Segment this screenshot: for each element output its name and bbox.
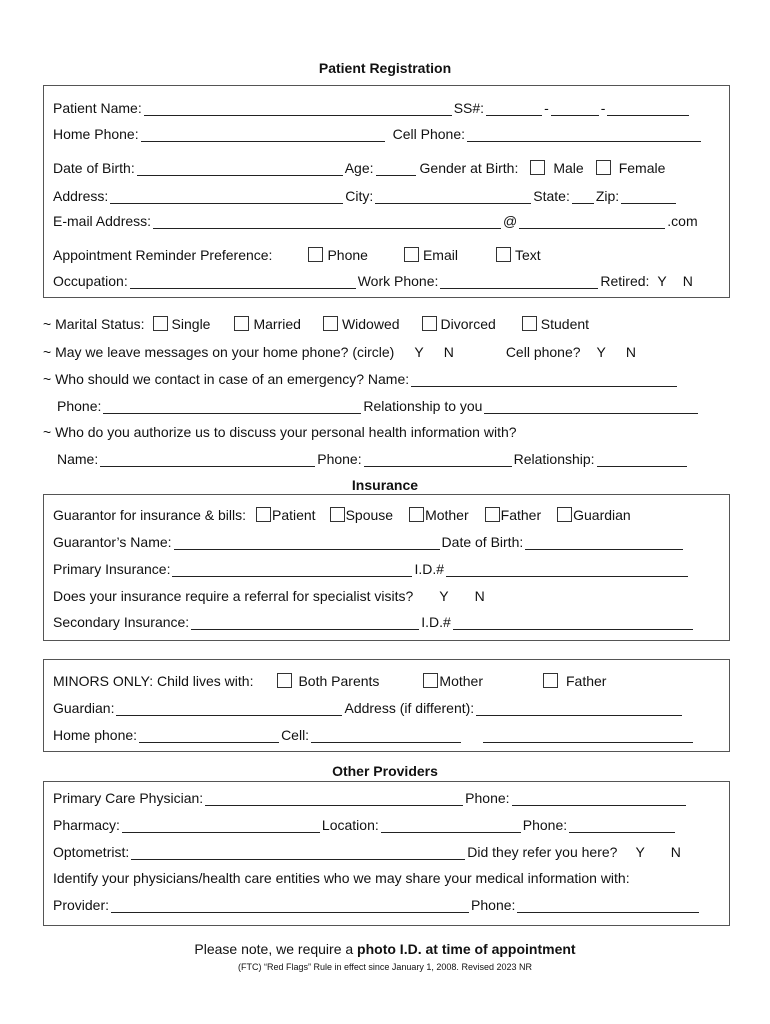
primary-id-label: I.D.# bbox=[414, 561, 445, 577]
footer-note-bold: photo I.D. at time of appointment bbox=[357, 941, 576, 957]
email-user-field[interactable] bbox=[153, 215, 501, 229]
guarantor-row bbox=[53, 507, 631, 523]
pcp-row bbox=[53, 790, 688, 806]
email-com: .com bbox=[667, 213, 698, 229]
reminder-phone-checkbox[interactable] bbox=[308, 247, 323, 262]
work-phone-field[interactable] bbox=[440, 275, 598, 289]
primary-id-field[interactable] bbox=[446, 563, 688, 577]
pharmacy-row bbox=[53, 817, 677, 833]
providers-title: Other Providers bbox=[332, 763, 438, 779]
messages-cell-n[interactable]: N bbox=[625, 344, 637, 360]
minors-address-field[interactable] bbox=[476, 702, 682, 716]
city-label: City: bbox=[345, 188, 374, 204]
guarantor-dob-label: Date of Birth: bbox=[441, 534, 524, 550]
minors-guardian-label: Guardian: bbox=[53, 700, 115, 716]
referral-y[interactable]: Y bbox=[439, 588, 449, 604]
retired-y[interactable]: Y bbox=[657, 273, 667, 289]
minors-mother-checkbox[interactable] bbox=[423, 673, 438, 688]
primary-insurance-label: Primary Insurance: bbox=[53, 561, 171, 577]
pharmacy-phone-field[interactable] bbox=[569, 819, 675, 833]
email-row bbox=[53, 213, 698, 229]
pharmacy-phone-label: Phone: bbox=[522, 817, 568, 833]
student-label: Student bbox=[540, 316, 590, 332]
female-checkbox[interactable] bbox=[596, 160, 611, 175]
both-parents-checkbox[interactable] bbox=[277, 673, 292, 688]
minors-home-phone-label: Home phone: bbox=[53, 727, 138, 743]
married-label: Married bbox=[253, 316, 301, 332]
home-phone-field[interactable] bbox=[141, 128, 385, 142]
referral-row bbox=[53, 588, 485, 604]
emergency-phone-field[interactable] bbox=[103, 400, 361, 414]
male-label: Male bbox=[553, 160, 584, 176]
guarantor-father-checkbox[interactable] bbox=[485, 507, 500, 522]
identify-label: Identify your physicians/health care entities who we may share your medical information with: bbox=[53, 870, 630, 886]
dob-label: Date of Birth: bbox=[53, 160, 135, 176]
divorced-label: Divorced bbox=[440, 316, 496, 332]
pharmacy-location-field[interactable] bbox=[381, 819, 521, 833]
minors-father-checkbox[interactable] bbox=[543, 673, 558, 688]
marital-row bbox=[43, 316, 589, 332]
both-parents-label: Both Parents bbox=[298, 673, 380, 689]
page-title: Patient Registration bbox=[318, 60, 452, 76]
age-field[interactable] bbox=[376, 162, 416, 176]
city-field[interactable] bbox=[375, 190, 531, 204]
cell-phone-label: Cell Phone: bbox=[392, 126, 465, 142]
gender-label: Gender at Birth: bbox=[419, 160, 519, 176]
guarantor-mother-checkbox[interactable] bbox=[409, 507, 424, 522]
guarantor-label: Guarantor for insurance & bills: bbox=[53, 507, 246, 523]
minors-label: MINORS ONLY: Child lives with: bbox=[53, 673, 254, 689]
pcp-label: Primary Care Physician: bbox=[53, 790, 204, 806]
guarantor-guardian-checkbox[interactable] bbox=[557, 507, 572, 522]
provider-label: Provider: bbox=[53, 897, 110, 913]
pcp-field[interactable] bbox=[205, 792, 463, 806]
address-field[interactable] bbox=[110, 190, 343, 204]
ss-field-3[interactable] bbox=[607, 102, 689, 116]
reminder-phone-label: Phone bbox=[327, 247, 368, 263]
ss-label: SS#: bbox=[453, 100, 485, 116]
divorced-checkbox[interactable] bbox=[422, 316, 437, 331]
minors-row bbox=[53, 673, 606, 689]
authorize-row bbox=[43, 424, 517, 440]
reminder-text-label: Text bbox=[514, 247, 541, 263]
dob-field[interactable] bbox=[137, 162, 343, 176]
footer-rule-text: (FTC) “Red Flags” Rule in effect since January 1, 2008. bbox=[238, 962, 459, 972]
minors-extra-field[interactable] bbox=[483, 729, 693, 743]
authorize-name-label: Name: bbox=[57, 451, 99, 467]
secondary-id-field[interactable] bbox=[453, 616, 693, 630]
emergency-relationship-field[interactable] bbox=[484, 400, 698, 414]
referral-n[interactable]: N bbox=[474, 588, 485, 604]
minors-guardian-row bbox=[53, 700, 684, 716]
identify-row bbox=[53, 870, 630, 886]
minors-cell-field[interactable] bbox=[311, 729, 461, 743]
widowed-checkbox[interactable] bbox=[323, 316, 338, 331]
occupation-row bbox=[53, 273, 693, 289]
guarantor-patient-label: Patient bbox=[271, 507, 316, 523]
footer-revised: Revised 2023 NR bbox=[461, 962, 532, 972]
messages-home-n[interactable]: N bbox=[443, 344, 454, 360]
patient-name-label: Patient Name: bbox=[53, 100, 142, 116]
provider-row bbox=[53, 897, 701, 913]
pharmacy-label: Pharmacy: bbox=[53, 817, 120, 833]
secondary-insurance-field[interactable] bbox=[191, 616, 419, 630]
guarantor-name-row bbox=[53, 534, 685, 550]
minors-address-label: Address (if different): bbox=[344, 700, 475, 716]
zip-field[interactable] bbox=[621, 190, 676, 204]
guarantor-spouse-checkbox[interactable] bbox=[330, 507, 345, 522]
emergency-label: ~ Who should we contact in case of an emergency? Name: bbox=[43, 371, 410, 387]
married-checkbox[interactable] bbox=[234, 316, 249, 331]
footer-note-text: Please note, we require a bbox=[194, 941, 358, 957]
authorize-fields-row bbox=[57, 451, 689, 467]
ss-field-2[interactable] bbox=[551, 102, 599, 116]
minors-father-label: Father bbox=[565, 673, 607, 689]
optometrist-refer-n[interactable]: N bbox=[670, 844, 681, 860]
single-label: Single bbox=[171, 316, 211, 332]
ss-dash-1: - bbox=[544, 100, 549, 116]
optometrist-refer-label: Did they refer you here? bbox=[467, 844, 618, 860]
optometrist-refer-y[interactable]: Y bbox=[635, 844, 645, 860]
referral-label: Does your insurance require a referral for specialist visits? bbox=[53, 588, 414, 604]
reminder-label: Appointment Reminder Preference: bbox=[53, 247, 273, 263]
guarantor-name-label: Guarantor’s Name: bbox=[53, 534, 172, 550]
emergency-phone-label: Phone: bbox=[57, 398, 102, 414]
reminder-row bbox=[53, 247, 541, 263]
retired-label: Retired: bbox=[600, 273, 650, 289]
age-label: Age: bbox=[344, 160, 374, 176]
home-phone-label: Home Phone: bbox=[53, 126, 139, 142]
guarantor-father-label: Father bbox=[500, 507, 542, 523]
pcp-phone-field[interactable] bbox=[512, 792, 686, 806]
state-label: State: bbox=[533, 188, 570, 204]
guarantor-dob-field[interactable] bbox=[525, 536, 683, 550]
optometrist-field[interactable] bbox=[131, 846, 465, 860]
address-label: Address: bbox=[53, 188, 109, 204]
provider-field[interactable] bbox=[111, 899, 469, 913]
guarantor-mother-label: Mother bbox=[425, 507, 469, 523]
emergency-name-field[interactable] bbox=[411, 373, 677, 387]
messages-cell-y[interactable]: Y bbox=[596, 344, 606, 360]
authorize-relationship-field[interactable] bbox=[597, 453, 687, 467]
patient-name-field[interactable] bbox=[144, 102, 452, 116]
provider-phone-label: Phone: bbox=[471, 897, 516, 913]
ss-dash-2: - bbox=[600, 100, 606, 116]
primary-insurance-row bbox=[53, 561, 690, 577]
emergency-row bbox=[43, 371, 679, 387]
emergency-relationship-label: Relationship to you bbox=[363, 398, 483, 414]
male-checkbox[interactable] bbox=[530, 160, 545, 175]
guarantor-name-field[interactable] bbox=[174, 536, 440, 550]
retired-n[interactable]: N bbox=[682, 273, 693, 289]
email-domain-field[interactable] bbox=[519, 215, 665, 229]
reminder-text-checkbox[interactable] bbox=[496, 247, 511, 262]
student-checkbox[interactable] bbox=[522, 316, 537, 331]
messages-label: ~ May we leave messages on your home phone? (circle) bbox=[43, 344, 395, 360]
female-label: Female bbox=[618, 160, 666, 176]
email-label: E-mail Address: bbox=[53, 213, 152, 229]
state-field[interactable] bbox=[572, 190, 594, 204]
minors-cell-label: Cell: bbox=[281, 727, 310, 743]
marital-label: ~ Marital Status: bbox=[43, 316, 145, 332]
reminder-email-checkbox[interactable] bbox=[404, 247, 419, 262]
insurance-title: Insurance bbox=[351, 477, 419, 493]
messages-row bbox=[43, 344, 636, 360]
minors-mother-label: Mother bbox=[439, 673, 483, 689]
authorize-relationship-label: Relationship: bbox=[513, 451, 595, 467]
pcp-phone-label: Phone: bbox=[465, 790, 510, 806]
footer-note bbox=[0, 941, 770, 957]
address-row bbox=[53, 188, 678, 204]
ss-field-1[interactable] bbox=[486, 102, 542, 116]
occupation-field[interactable] bbox=[130, 275, 356, 289]
single-checkbox[interactable] bbox=[153, 316, 168, 331]
dob-row bbox=[53, 160, 665, 176]
pharmacy-field[interactable] bbox=[122, 819, 320, 833]
patient-name-row bbox=[53, 100, 691, 116]
optometrist-label: Optometrist: bbox=[53, 844, 130, 860]
authorize-name-field[interactable] bbox=[100, 453, 315, 467]
optometrist-row bbox=[53, 844, 681, 860]
secondary-id-label: I.D.# bbox=[421, 614, 451, 630]
primary-insurance-field[interactable] bbox=[172, 563, 412, 577]
guarantor-guardian-label: Guardian bbox=[573, 507, 631, 523]
guarantor-patient-checkbox[interactable] bbox=[256, 507, 271, 522]
minors-guardian-field[interactable] bbox=[116, 702, 342, 716]
zip-label: Zip: bbox=[595, 188, 620, 204]
emergency-phone-row bbox=[57, 398, 700, 414]
email-at: @ bbox=[503, 213, 518, 229]
authorize-phone-label: Phone: bbox=[317, 451, 362, 467]
footer-rule bbox=[0, 962, 770, 972]
home-phone-row bbox=[53, 126, 703, 142]
messages-cell-label: Cell phone? bbox=[505, 344, 581, 360]
work-phone-label: Work Phone: bbox=[357, 273, 439, 289]
reminder-email-label: Email bbox=[422, 247, 458, 263]
authorize-label: ~ Who do you authorize us to discuss your personal health information with? bbox=[43, 424, 517, 440]
occupation-label: Occupation: bbox=[53, 273, 128, 289]
authorize-phone-field[interactable] bbox=[364, 453, 512, 467]
pharmacy-location-label: Location: bbox=[321, 817, 379, 833]
guarantor-spouse-label: Spouse bbox=[345, 507, 394, 523]
widowed-label: Widowed bbox=[341, 316, 400, 332]
messages-home-y[interactable]: Y bbox=[414, 344, 424, 360]
minors-phone-row bbox=[53, 727, 695, 743]
secondary-insurance-row bbox=[53, 614, 695, 630]
provider-phone-field[interactable] bbox=[517, 899, 699, 913]
cell-phone-field[interactable] bbox=[467, 128, 701, 142]
minors-home-phone-field[interactable] bbox=[139, 729, 279, 743]
secondary-insurance-label: Secondary Insurance: bbox=[53, 614, 190, 630]
